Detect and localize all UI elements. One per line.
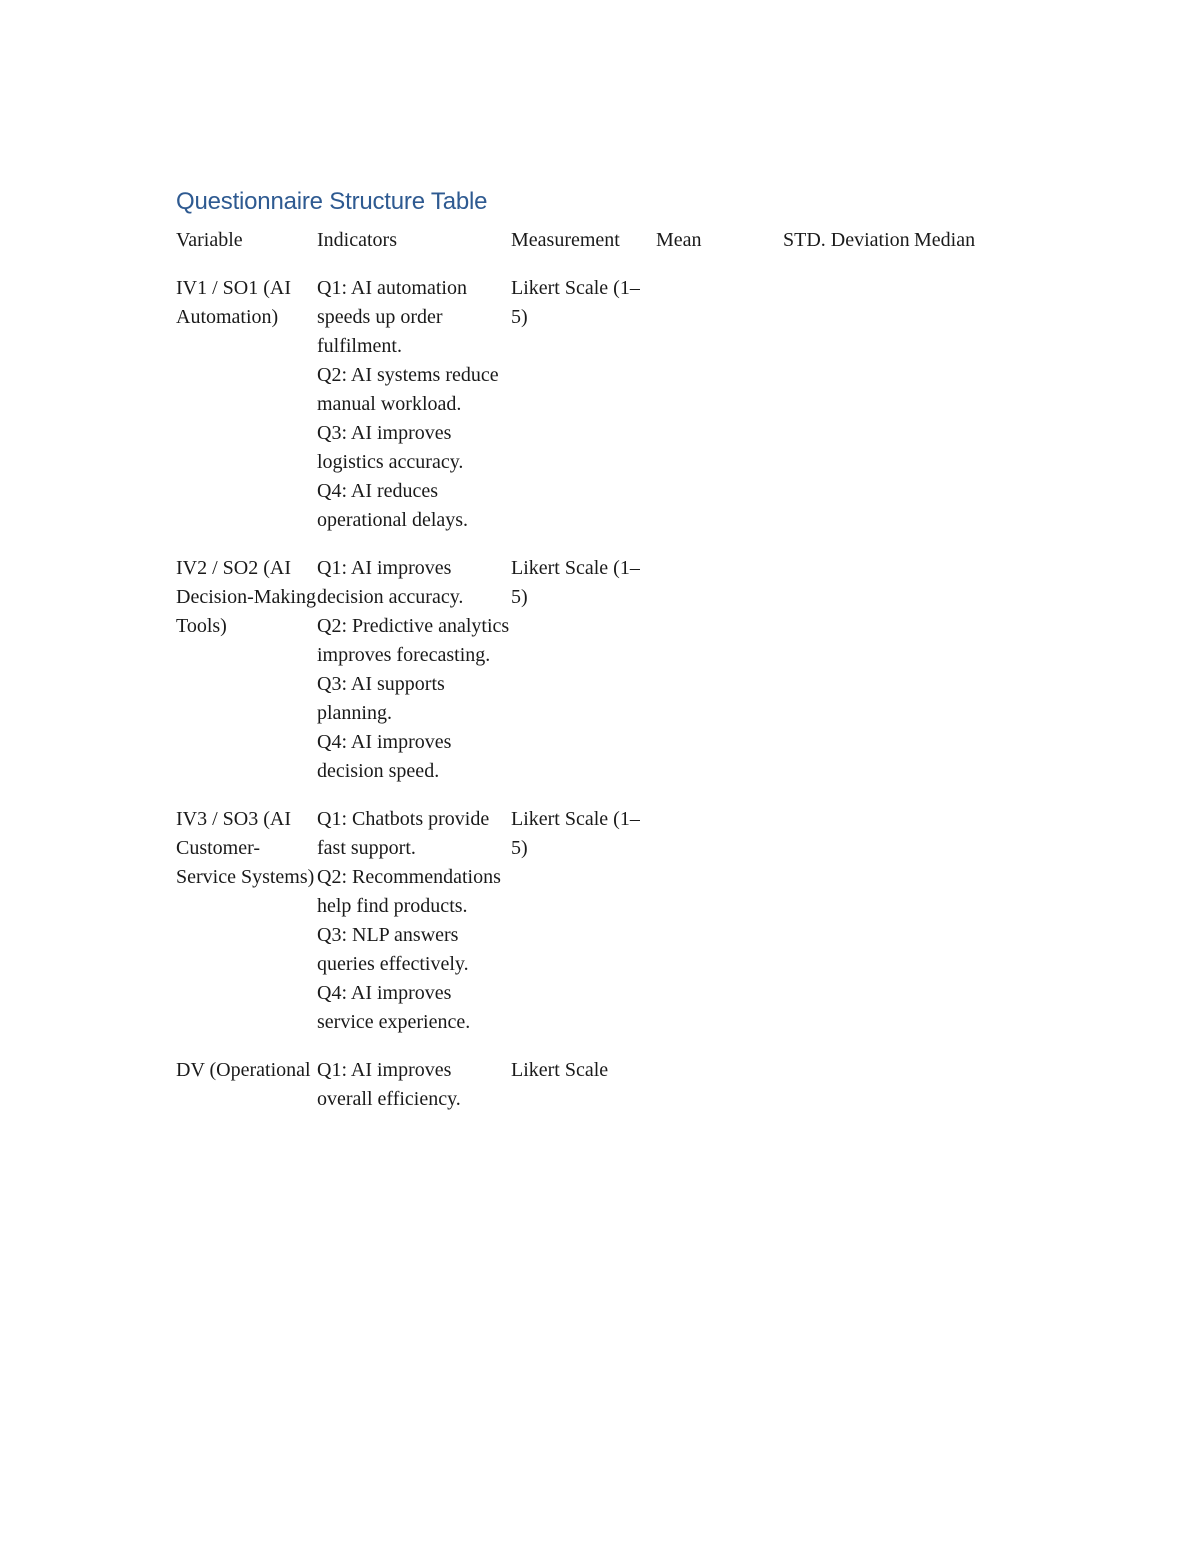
cell-indicators [317, 274, 511, 554]
indicator-item: Q3: AI improves logistics accuracy. [317, 422, 464, 473]
indicator-item: Q2: Predictive analytics improves forecasting. [317, 615, 510, 666]
indicator-item: Q1: AI improves decision accuracy. [317, 557, 464, 608]
indicator-item: Q2: AI systems reduce manual workload. [317, 364, 499, 415]
header-median: Median [914, 229, 976, 251]
cell-std-deviation [783, 805, 914, 1056]
cell-variable: DV (Operational [176, 1059, 311, 1081]
indicator-item: Q4: AI improves decision speed. [317, 731, 452, 782]
cell-median [914, 1056, 1036, 1133]
cell-median [914, 554, 1036, 805]
table-row [176, 554, 1036, 805]
table-row [176, 805, 1036, 1056]
cell-median [914, 805, 1036, 1056]
indicator-item: Q1: Chatbots provide fast support. [317, 808, 490, 859]
header-variable: Variable [176, 229, 243, 251]
cell-mean [656, 1056, 783, 1133]
cell-measurement: Likert Scale (1–5) [511, 557, 640, 608]
table-header-row [176, 226, 1036, 274]
cell-variable: IV2 / SO2 (AI Decision-Making Tools) [176, 557, 316, 637]
page-title: Questionnaire Structure Table [176, 188, 488, 215]
cell-mean [656, 274, 783, 554]
cell-measurement: Likert Scale (1–5) [511, 277, 640, 328]
indicator-item: Q1: AI automation speeds up order fulfilment. [317, 277, 467, 357]
cell-mean [656, 554, 783, 805]
cell-mean [656, 805, 783, 1056]
table-row [176, 274, 1036, 554]
indicator-item: Q3: NLP answers queries effectively. [317, 924, 469, 975]
header-mean: Mean [656, 229, 702, 251]
questionnaire-table [176, 226, 1036, 1133]
cell-indicators [317, 805, 511, 1056]
cell-variable: IV1 / SO1 (AI Automation) [176, 277, 291, 328]
cell-indicators [317, 554, 511, 805]
cell-std-deviation [783, 1056, 914, 1133]
indicator-item: Q2: Recommendations help find products. [317, 866, 501, 917]
header-std-deviation: STD. Deviation [783, 229, 910, 251]
header-indicators: Indicators [317, 229, 397, 251]
indicator-item: Q4: AI improves service experience. [317, 982, 471, 1033]
cell-measurement: Likert Scale [511, 1059, 609, 1081]
cell-std-deviation [783, 274, 914, 554]
cell-median [914, 274, 1036, 554]
table-row [176, 1056, 1036, 1133]
header-measurement: Measurement [511, 229, 620, 251]
cell-std-deviation [783, 554, 914, 805]
cell-measurement: Likert Scale (1–5) [511, 808, 640, 859]
cell-variable: IV3 / SO3 (AI Customer-Service Systems) [176, 808, 315, 888]
cell-indicators [317, 1056, 511, 1133]
indicator-item: Q1: AI improves overall efficiency. [317, 1059, 461, 1110]
indicator-item: Q3: AI supports planning. [317, 673, 445, 724]
indicator-item: Q4: AI reduces operational delays. [317, 480, 469, 531]
